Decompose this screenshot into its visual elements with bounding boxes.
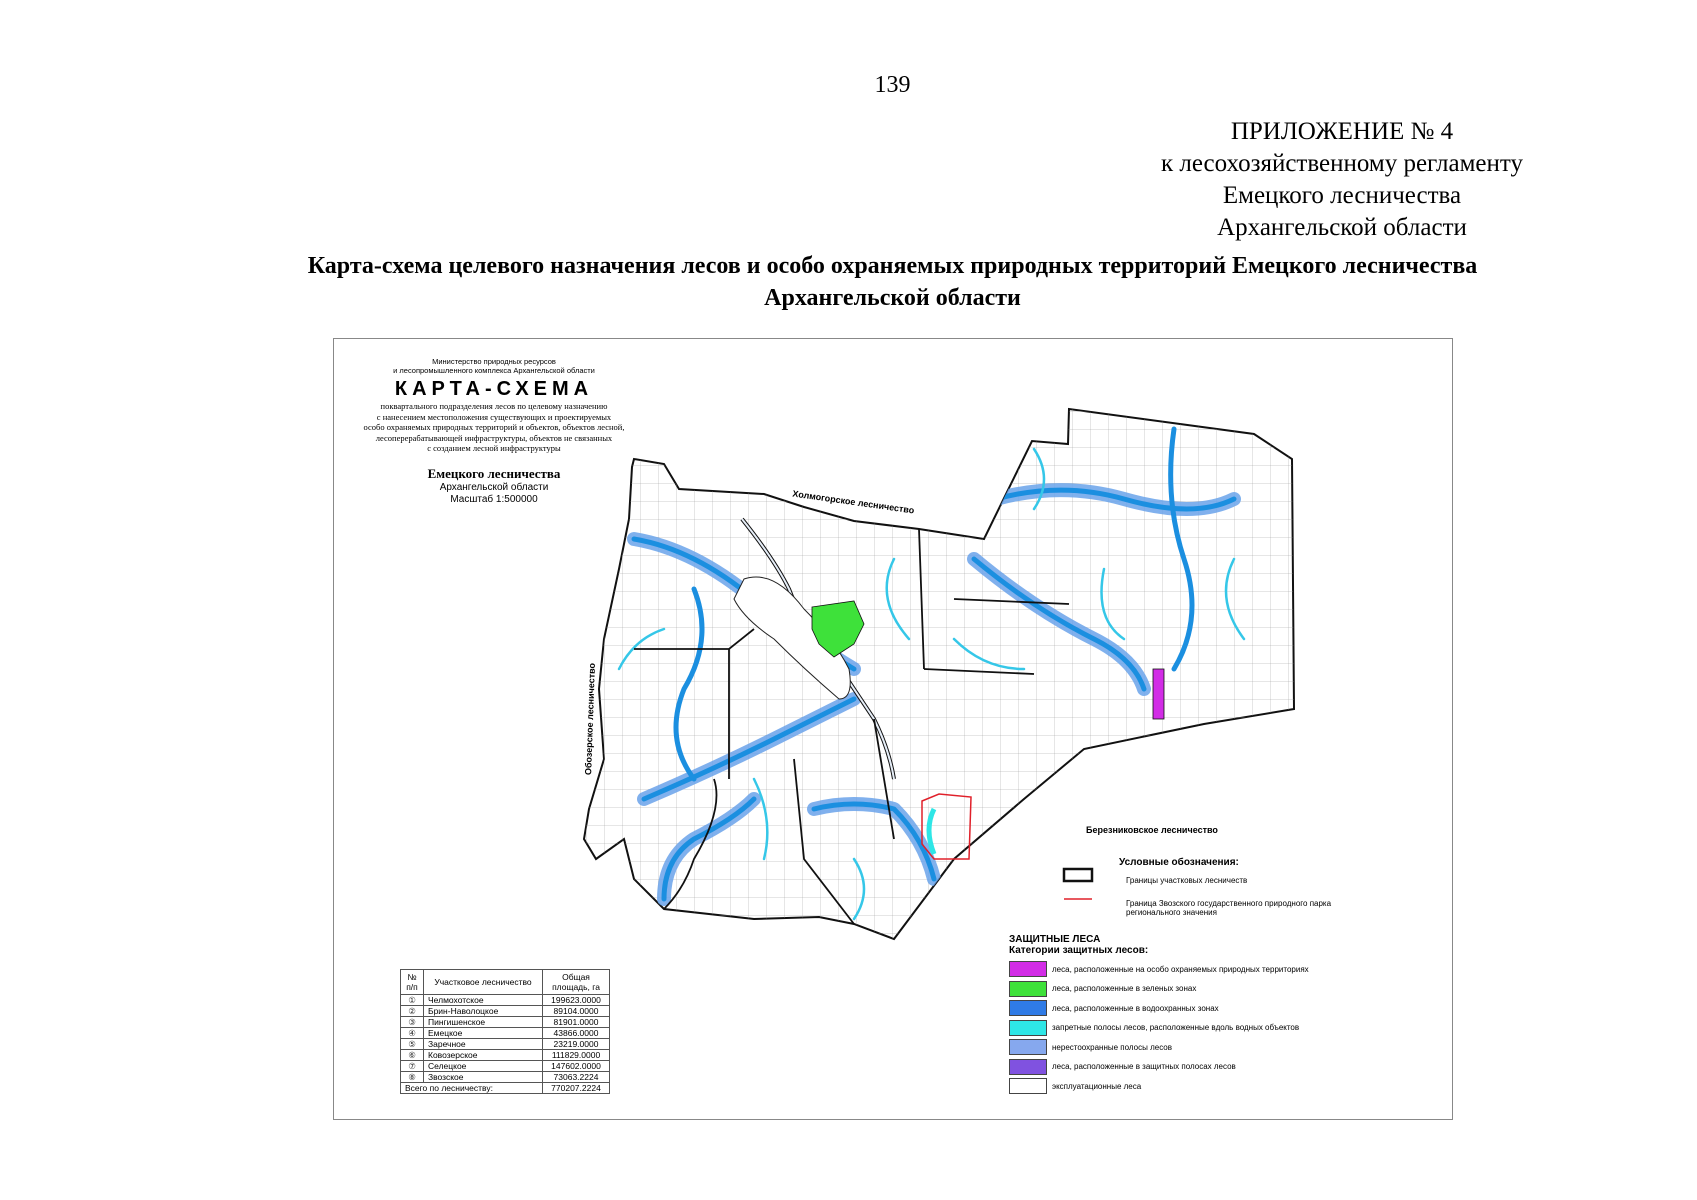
row-forestry-name: Ковозерское [424,1050,543,1061]
table-row [401,1050,610,1061]
legend-swatch [1009,961,1047,977]
legend-item-label: запретные полосы лесов, расположенные вдоль водных объектов [1052,1023,1300,1032]
col-name-header: Участковое лесничество [424,970,543,995]
legend-item [1009,1000,1219,1016]
col-number-header: № п/п [401,970,424,995]
legend-boundary-label: Границы участковых лесничеств [1126,876,1248,885]
legend-swatch [1009,981,1047,997]
legend-item-label: нерестоохранные полосы лесов [1052,1042,1172,1052]
legend-item [1009,1039,1172,1055]
appendix-line-1: ПРИЛОЖЕНИЕ № 4 [1230,118,1454,145]
legend-swatch [1009,1020,1047,1036]
legend-item-label: эксплуатационные леса [1052,1081,1142,1091]
table-row [401,1039,610,1050]
row-area: 43866.0000 [543,1028,610,1039]
neighbor-obozersk-label: Обозерское лесничество [583,662,597,776]
row-number: ④ [401,1028,424,1039]
legend-item [1009,961,1309,977]
total-area: 770207.2224 [543,1083,610,1094]
legend-swatch [1009,1059,1047,1075]
map-subtitle-1: поквартального подразделения лесов по целевому назначению [380,401,608,411]
protective-categories-title: Категории защитных лесов: [1009,945,1149,956]
map-subtitle-3: особо охраняемых природных территорий и объектов, объектов лесной, [363,422,625,432]
neighbor-kholmogory-label: Холмогорское лесничество [791,488,915,516]
table-row [401,995,610,1006]
title-line-1: Карта-схема целевого назначения лесов и особо охраняемых природных территорий Емецкого лесничества [307,253,1478,279]
col-area-header: Общая площадь, га [543,970,610,995]
appendix-line-2: к лесохозяйственному регламенту [1160,150,1524,177]
ministry-line-1: Министерство природных ресурсов [432,357,556,366]
map-subtitle-5: с созданием лесной инфраструктуры [427,443,561,453]
row-area: 111829.0000 [543,1050,610,1061]
map-frame [333,338,1453,1120]
appendix-line-3: Емецкого лесничества [1222,182,1462,209]
table-row [401,1072,610,1083]
row-number: ⑤ [401,1039,424,1050]
legend-title: Условные обозначения: [1119,857,1239,868]
protective-forests-title: ЗАЩИТНЫЕ ЛЕСА [1009,934,1101,945]
legend-swatch [1009,1039,1047,1055]
map-region: Архангельской области [439,481,549,493]
row-area: 81901.0000 [543,1017,610,1028]
row-forestry-name: Емецкое [424,1028,543,1039]
table-row [401,1028,610,1039]
protected-territory [1153,669,1164,719]
map-subtitle-2: с нанесением местоположения существующих и проектируемых [376,411,612,422]
table-row [401,1006,610,1017]
forestry-area-table [400,969,610,1094]
legend-item [1009,981,1196,997]
legend-park [1126,899,1366,917]
map-scale: Масштаб 1:500000 [450,493,538,505]
appendix-line-4: Архангельской области [1217,214,1467,241]
legend-boundary [1126,876,1247,885]
neighbor-bereznik-label: Березниковское лесничество [1086,825,1218,835]
row-forestry-name: Звозское [424,1072,543,1083]
legend-item [1009,1059,1236,1075]
row-number: ⑧ [401,1072,424,1083]
row-number: ⑥ [401,1050,424,1061]
row-number: ③ [401,1017,424,1028]
row-area: 147602.0000 [543,1061,610,1072]
row-area: 89104.0000 [543,1006,610,1017]
page-number: 139 [874,72,911,98]
row-forestry-name: Селецкое [424,1061,543,1072]
legend-park-label: Граница Звозского государственного природного парка регионального значения [1126,899,1332,917]
row-number: ② [401,1006,424,1017]
map-subtitle-4: лесоперерабатывающей инфраструктуры, объектов не связанных [375,432,613,443]
row-forestry-name: Заречное [424,1039,543,1050]
table-row [401,1017,610,1028]
row-area: 73063.2224 [543,1072,610,1083]
row-forestry-name: Брин-Наволоцкое [424,1006,543,1017]
legend-item-label: леса, расположенные в зеленых зонах [1052,984,1197,993]
row-number: ⑦ [401,1061,424,1072]
legend-item [1009,1078,1141,1094]
map-title: КАРТА-СХЕМА [394,378,594,400]
row-number: ① [401,995,424,1006]
table-header-row [401,970,610,995]
legend-item-label: леса, расположенные в защитных полосах лесов [1052,1062,1236,1071]
table-total-row [401,1083,610,1094]
document-title [150,250,1635,314]
table-body [401,995,610,1094]
legend-swatch [1009,1000,1047,1016]
map-forestry-name: Емецкого лесничества [427,465,561,481]
title-line-2: Архангельской области [764,285,1021,311]
legend-item-label: леса, расположенные в водоохранных зонах [1052,1003,1219,1013]
row-forestry-name: Челмохотское [424,995,543,1006]
appendix-heading [1082,116,1602,244]
total-label: Всего по лесничеству: [401,1083,543,1094]
row-forestry-name: Пингишенское [424,1017,543,1028]
legend-item-label: леса, расположенные на особо охраняемых природных территориях [1052,964,1309,974]
ministry-line-2: и лесопромышленного комплекса Архангельской области [393,366,595,375]
row-area: 199623.0000 [543,995,610,1006]
table-row [401,1061,610,1072]
map-header [344,357,644,506]
legend-item [1009,1020,1299,1036]
row-area: 23219.0000 [543,1039,610,1050]
legend-swatch [1009,1078,1047,1094]
